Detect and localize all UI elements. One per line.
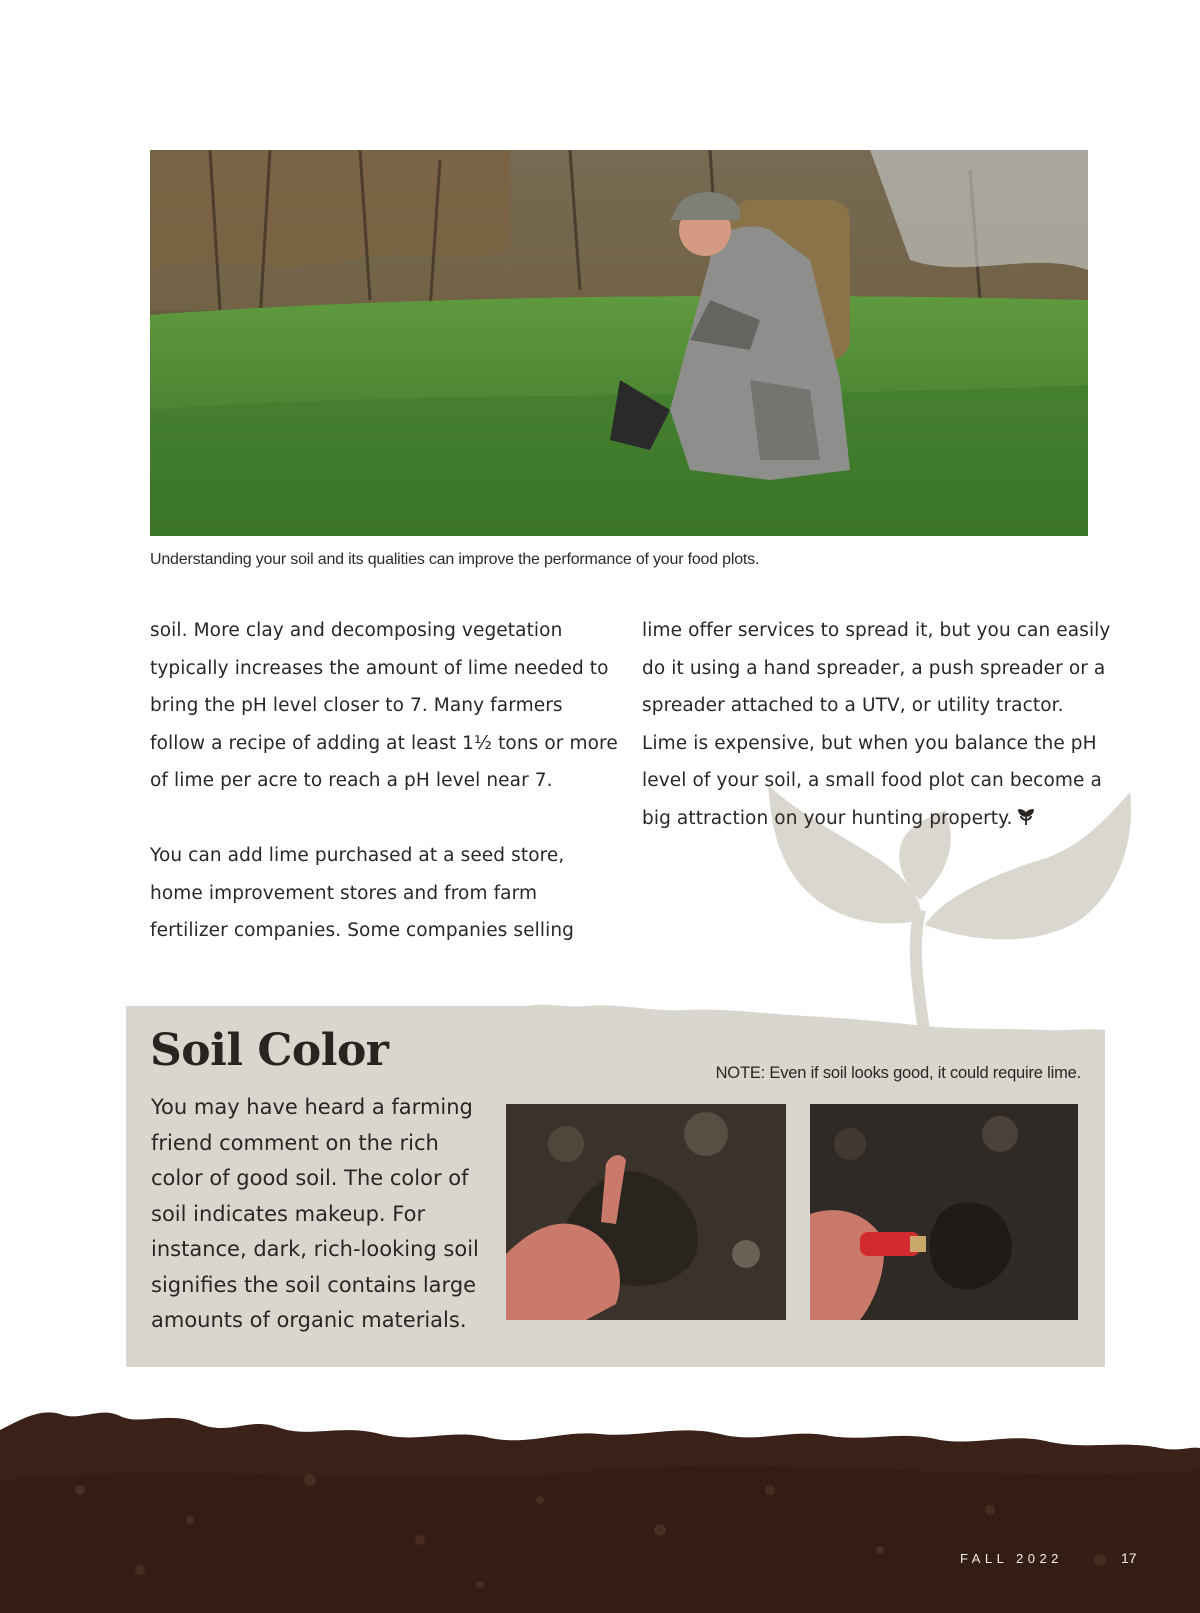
article-column-right <box>642 612 1112 837</box>
section-title: Soil Color <box>150 1025 389 1076</box>
article-paragraph: You can add lime purchased at a seed store, home improvement stores and from farm fertilizer companies. Some companies selling <box>150 845 575 941</box>
hand-holding-soil-photo <box>506 1104 786 1320</box>
article-column-left <box>150 612 620 950</box>
soil-probe-photo <box>810 1104 1078 1320</box>
soil-note: NOTE: Even if soil looks good, it could require lime. <box>715 1064 1081 1082</box>
hero-photo <box>150 150 1088 536</box>
hunter-in-food-plot-image <box>150 150 1088 536</box>
article-paragraph-text: lime offer services to spread it, but you can easily do it using a hand spreader, a push spreader or a spreader attached to a UTV, or utility tractor. Lime is expensive, but when you balance the pH level of your soil, a small food plot can become a big attraction on your hunting property. <box>642 620 1111 829</box>
page-number: 17 <box>1121 1550 1137 1566</box>
section-body: You may have heard a farming friend comment on the rich color of good soil. The color of soil indicates makeup. For instance, dark, rich-looking soil signifies the soil contains large amounts of organic materials. <box>151 1095 479 1332</box>
leaf-end-mark-icon <box>1017 802 1035 820</box>
article-paragraph <box>642 612 1112 837</box>
soil-footer-band <box>0 1400 1200 1613</box>
photo-caption: Understanding your soil and its qualities can improve the performance of your food plots. <box>150 551 760 568</box>
issue-label: FALL 2022 <box>960 1551 1063 1566</box>
article-paragraph: soil. More clay and decomposing vegetation typically increases the amount of lime needed to bring the pH level closer to 7. Many farmers follow a recipe of adding at least 1½ tons or more of lime per acre to reach a pH level near 7. <box>150 620 618 791</box>
